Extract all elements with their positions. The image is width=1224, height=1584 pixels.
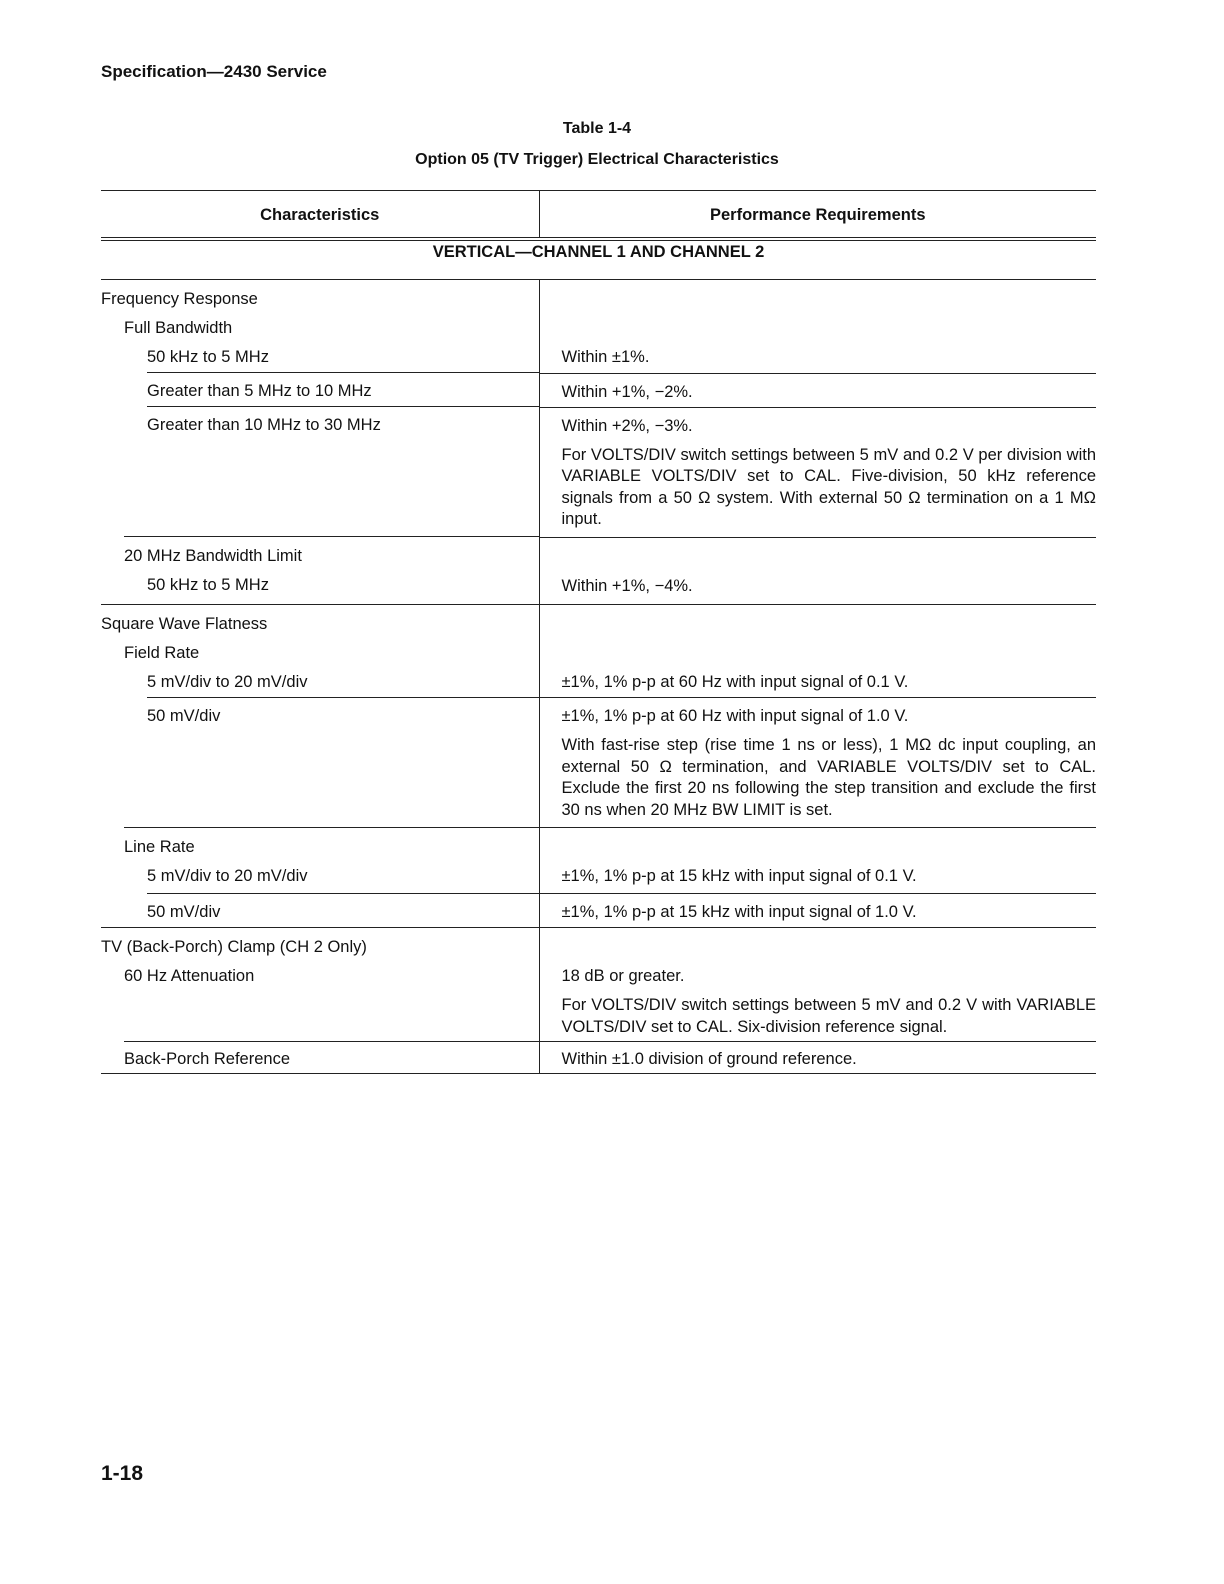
spec-table xyxy=(101,190,1096,1074)
section-row xyxy=(101,239,1096,280)
flatness-label: Square Wave Flatness xyxy=(101,614,268,633)
row-req: Within +2%, −3%. xyxy=(561,416,693,435)
row-char: Greater than 10 MHz to 30 MHz xyxy=(147,416,381,434)
table-row xyxy=(101,407,1096,537)
table-title: Option 05 (TV Trigger) Electrical Characteristics xyxy=(415,151,779,168)
clamp-label: TV (Back-Porch) Clamp (CH 2 Only) xyxy=(101,938,367,956)
col-header-performance: Performance Requirements xyxy=(539,191,1096,240)
row-req: ±1%, 1% p-p at 60 Hz with input signal of 0.1 V. xyxy=(561,672,909,691)
row-char: 50 kHz to 5 MHz xyxy=(147,576,269,594)
table-row xyxy=(101,928,1096,1042)
section-title: VERTICAL—CHANNEL 1 AND CHANNEL 2 xyxy=(101,239,1096,280)
row-req: Within ±1%. xyxy=(561,348,650,366)
table-row xyxy=(101,604,1096,698)
row-char: Greater than 5 MHz to 10 MHz xyxy=(147,382,372,400)
row-req: Within +1%, −2%. xyxy=(561,382,693,401)
row-char: 50 kHz to 5 MHz xyxy=(147,348,269,366)
row-char: 60 Hz Attenuation xyxy=(124,967,255,985)
field-rate-label: Field Rate xyxy=(124,643,200,662)
row-note: With fast-rise step (rise time 1 ns or less), 1 MΩ dc input coupling, an external 50 Ω termination, and VARIABLE VOLTS/DIV set to CAL. Exclude the first 20 ns following the step transition and exclude the first 30 ns when 20 MHz BW LIMIT is set. xyxy=(561,736,1096,819)
row-req: 18 dB or greater. xyxy=(561,967,685,985)
table-row xyxy=(101,280,1096,374)
table-row xyxy=(101,828,1096,894)
row-char: 50 mV/div xyxy=(147,902,221,921)
freq-response-label: Frequency Response xyxy=(101,290,258,308)
table-row xyxy=(101,373,1096,407)
row-char: Back-Porch Reference xyxy=(124,1049,290,1068)
table-row xyxy=(101,537,1096,604)
row-note: For VOLTS/DIV switch settings between 5 mV and 0.2 V per division with VARIABLE VOLTS/DIV set to CAL. Five-division, 50 kHz reference signals from a 50 Ω system. With external 50 Ω termination on a 1 MΩ input. xyxy=(561,445,1096,528)
bw-limit-label: 20 MHz Bandwidth Limit xyxy=(124,547,302,565)
line-rate-label: Line Rate xyxy=(124,837,195,856)
row-char: 5 mV/div to 20 mV/div xyxy=(147,672,308,691)
table-row xyxy=(101,894,1096,928)
row-note: For VOLTS/DIV switch settings between 5 mV and 0.2 V with VARIABLE VOLTS/DIV set to CAL. Six-division reference signal. xyxy=(561,996,1096,1036)
row-req: Within +1%, −4%. xyxy=(561,576,693,595)
col-header-characteristics: Characteristics xyxy=(101,191,539,240)
row-char: 5 mV/div to 20 mV/div xyxy=(147,866,308,885)
full-bandwidth-label: Full Bandwidth xyxy=(124,319,233,337)
running-header: Specification—2430 Service xyxy=(101,62,327,81)
row-req: ±1%, 1% p-p at 60 Hz with input signal of 1.0 V. xyxy=(561,707,909,725)
table-number: Table 1-4 xyxy=(562,120,632,137)
table-row xyxy=(101,1042,1096,1074)
row-req: Within ±1.0 division of ground reference. xyxy=(561,1050,857,1068)
table-row xyxy=(101,698,1096,828)
row-req: ±1%, 1% p-p at 15 kHz with input signal of 0.1 V. xyxy=(561,867,917,885)
header-row xyxy=(101,191,1096,240)
page-number: 1-18 xyxy=(101,1462,144,1485)
row-req: ±1%, 1% p-p at 15 kHz with input signal of 1.0 V. xyxy=(561,903,917,921)
row-char: 50 mV/div xyxy=(147,706,221,725)
